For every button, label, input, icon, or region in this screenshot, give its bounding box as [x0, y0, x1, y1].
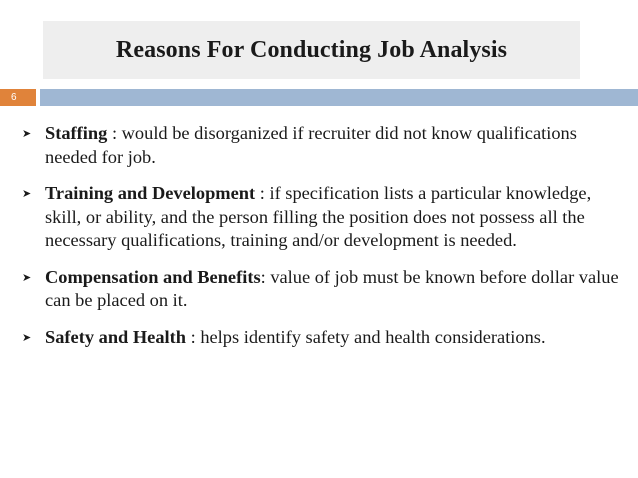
bullet-item-safety [22, 326, 622, 350]
bullet-heading: Compensation and Benefits [45, 266, 261, 287]
arrowhead-bullet-icon: ➤ [22, 187, 32, 200]
page-title: Reasons For Conducting Job Analysis [115, 36, 508, 63]
bullet-text: : value of job must be known before dollar value can be placed on it. [45, 266, 619, 310]
bullet-item-training [22, 182, 622, 253]
bullet-list [22, 122, 622, 362]
arrowhead-bullet-icon: ➤ [22, 330, 32, 344]
slide-number: 6 [0, 89, 36, 106]
bullet-heading: Training and Development [45, 183, 256, 203]
bullet-text: : if specification lists a particular knowledge, skill, or ability, and the person filling the position does not possess all the necessary qualifications, training and/or development is needed. [45, 183, 592, 250]
title-box [43, 21, 580, 79]
bullet-item-compensation [22, 266, 622, 313]
bullet-heading: Safety and Health [45, 326, 187, 347]
header-rule-bar [40, 89, 638, 106]
arrowhead-bullet-icon: ➤ [22, 127, 32, 140]
bullet-heading: Staffing [45, 123, 108, 143]
arrowhead-bullet-icon: ➤ [22, 270, 32, 284]
bullet-text: : helps identify safety and health considerations. [186, 326, 546, 347]
bullet-item-staffing [22, 122, 622, 169]
bullet-text: : would be disorganized if recruiter did not know qualifications needed for job. [45, 123, 577, 167]
